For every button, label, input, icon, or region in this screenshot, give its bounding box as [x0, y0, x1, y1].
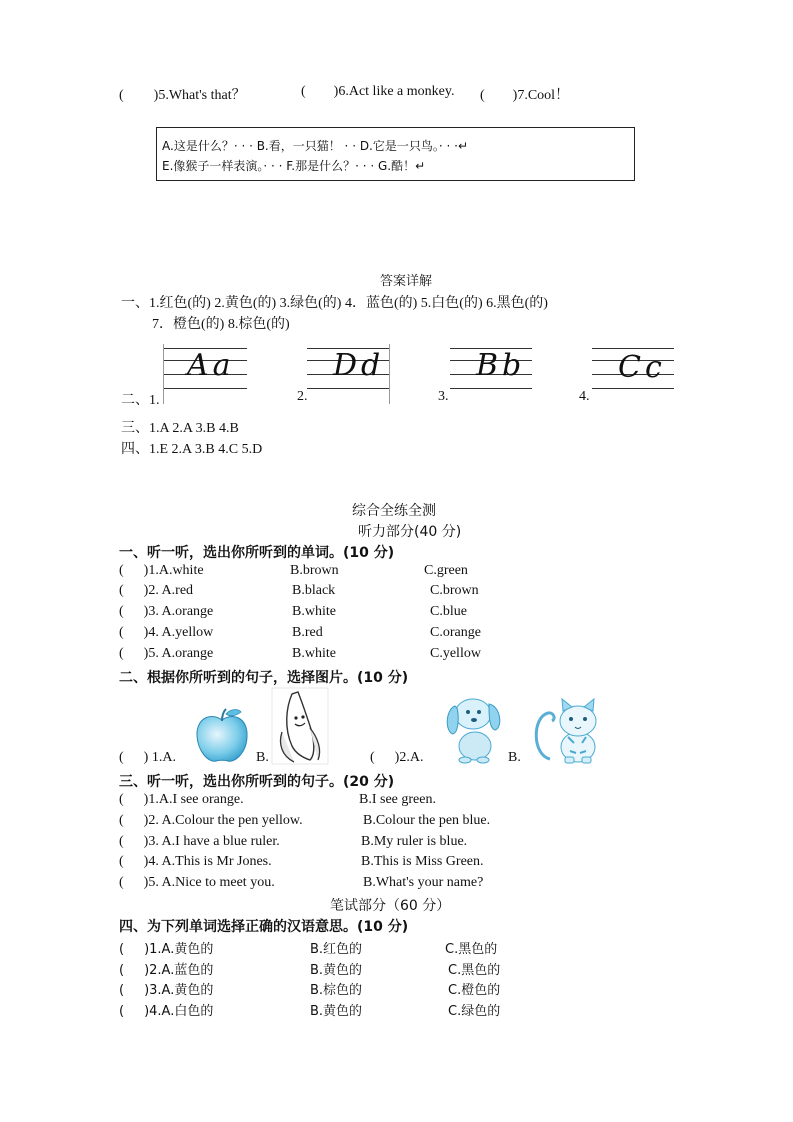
letters-dd: Dd: [333, 348, 385, 383]
letters-bb: Bb: [476, 348, 526, 383]
q1-option-c: C.orange: [430, 625, 481, 640]
q1-option-b: B.brown: [290, 563, 339, 578]
q1-option-c: C.yellow: [430, 646, 481, 661]
q4-option-b: B.红色的: [310, 942, 363, 957]
q1-item: ( )3. A.orange: [119, 604, 214, 619]
q3-item: ( )1.A.I see orange.: [119, 792, 244, 807]
q3-option-b: B.This is Miss Green.: [361, 854, 484, 869]
answer-section-1-line-1: 一、1.红色(的) 2.黄色(的) 3.绿色(的) 4．蓝色(的) 5.白色(的) 6.黑色(的): [121, 296, 548, 311]
answers-title: 答案详解: [380, 274, 433, 289]
q4-option-c: C.橙色的: [448, 983, 501, 998]
handwriting-lines-1: [163, 348, 247, 400]
q3-option-b: B.Colour the pen blue.: [363, 813, 491, 828]
q4-heading: 四、为下列单词选择正确的汉语意思。(10 分): [119, 919, 409, 935]
q1-item: ( )5. A.orange: [119, 646, 214, 661]
q3-item: ( )2. A.Colour the pen yellow.: [119, 813, 303, 828]
option-line-2: E.像猴子一样表演。· · · F.那是什么？· · · G.酷！↵: [162, 159, 426, 173]
answer-2-label: 2.: [297, 389, 308, 404]
answer-section-2-label: 二、1.: [121, 393, 160, 408]
q1-option-b: B.white: [292, 604, 336, 619]
letters-aa: Aa: [187, 348, 235, 383]
q1-option-b: B.red: [292, 625, 323, 640]
question-6: ( )6.Act like a monkey.: [301, 84, 455, 99]
question-5: ( )5.What's that？: [119, 88, 246, 103]
q3-option-b: B.My ruler is blue.: [361, 834, 468, 849]
answer-section-4: 四、1.E 2.A 3.B 4.C 5.D: [121, 442, 263, 457]
test-title: 综合全练全测: [352, 503, 436, 519]
q1-option-c: C.green: [424, 563, 468, 578]
q3-heading: 三、听一听，选出你所听到的句子。(20 分): [119, 774, 395, 790]
cat-picture: [530, 697, 606, 765]
q4-option-c: C.黑色的: [445, 942, 498, 957]
handwriting-lines-2: [307, 348, 389, 400]
q4-item: ( )1.A.黄色的: [119, 942, 214, 957]
q4-item: ( )4.A.白色的: [119, 1004, 214, 1019]
q2-heading: 二、根据你所听到的句子，选择图片。(10 分): [119, 670, 409, 686]
handwriting-lines-4: [592, 348, 674, 400]
handwriting-lines-3: [450, 348, 532, 400]
q4-item: ( )3.A.黄色的: [119, 983, 214, 998]
q1-option-c: C.blue: [430, 604, 467, 619]
question-7: ( )7.Cool！: [480, 88, 570, 103]
apple-picture: [193, 706, 251, 764]
answer-section-3: 三、1.A 2.A 3.B 4.B: [121, 421, 239, 436]
q3-option-b: B.I see green.: [359, 792, 436, 807]
q1-item: ( )2. A.red: [119, 583, 194, 598]
q1-option-c: C.brown: [430, 583, 479, 598]
dog-picture: [443, 688, 505, 764]
q4-option-c: C.黑色的: [448, 963, 501, 978]
q1-option-b: B.black: [292, 583, 336, 598]
q3-item: ( )4. A.This is Mr Jones.: [119, 854, 272, 869]
q4-option-b: B.黄色的: [310, 1004, 363, 1019]
letters-cc: Cc: [618, 350, 666, 385]
q4-item: ( )2.A.蓝色的: [119, 963, 214, 978]
answer-4-label: 4.: [579, 389, 590, 404]
q2-item-2-option-b: B.: [508, 750, 521, 765]
q3-option-b: B.What's your name?: [363, 875, 484, 890]
q4-option-b: B.黄色的: [310, 963, 363, 978]
q2-item-1: ( ) 1.A.: [119, 750, 176, 765]
q3-item: ( )5. A.Nice to meet you.: [119, 875, 275, 890]
banana-picture: [272, 688, 328, 764]
q1-heading: 一、听一听，选出你所听到的单词。(10 分): [119, 545, 395, 561]
q1-item: ( )4. A.yellow: [119, 625, 214, 640]
q4-option-b: B.棕色的: [310, 983, 363, 998]
q2-item-1-option-b: B.: [256, 750, 269, 765]
written-title: 笔试部分（60 分）: [330, 898, 451, 914]
q1-item: ( )1.A.white: [119, 563, 204, 578]
q4-option-c: C.绿色的: [448, 1004, 501, 1019]
listening-title: 听力部分(40 分): [358, 524, 462, 540]
q2-item-2: ( )2.A.: [370, 750, 424, 765]
option-box: [156, 127, 635, 181]
answer-3-label: 3.: [438, 389, 449, 404]
answer-section-1-line-2: 7．橙色(的) 8.棕色(的): [152, 317, 290, 332]
q3-item: ( )3. A.I have a blue ruler.: [119, 834, 280, 849]
option-line-1: A.这是什么？· · · B.看，一只猫！ · · D.它是一只鸟。· · ·↵: [162, 139, 469, 153]
q1-option-b: B.white: [292, 646, 336, 661]
